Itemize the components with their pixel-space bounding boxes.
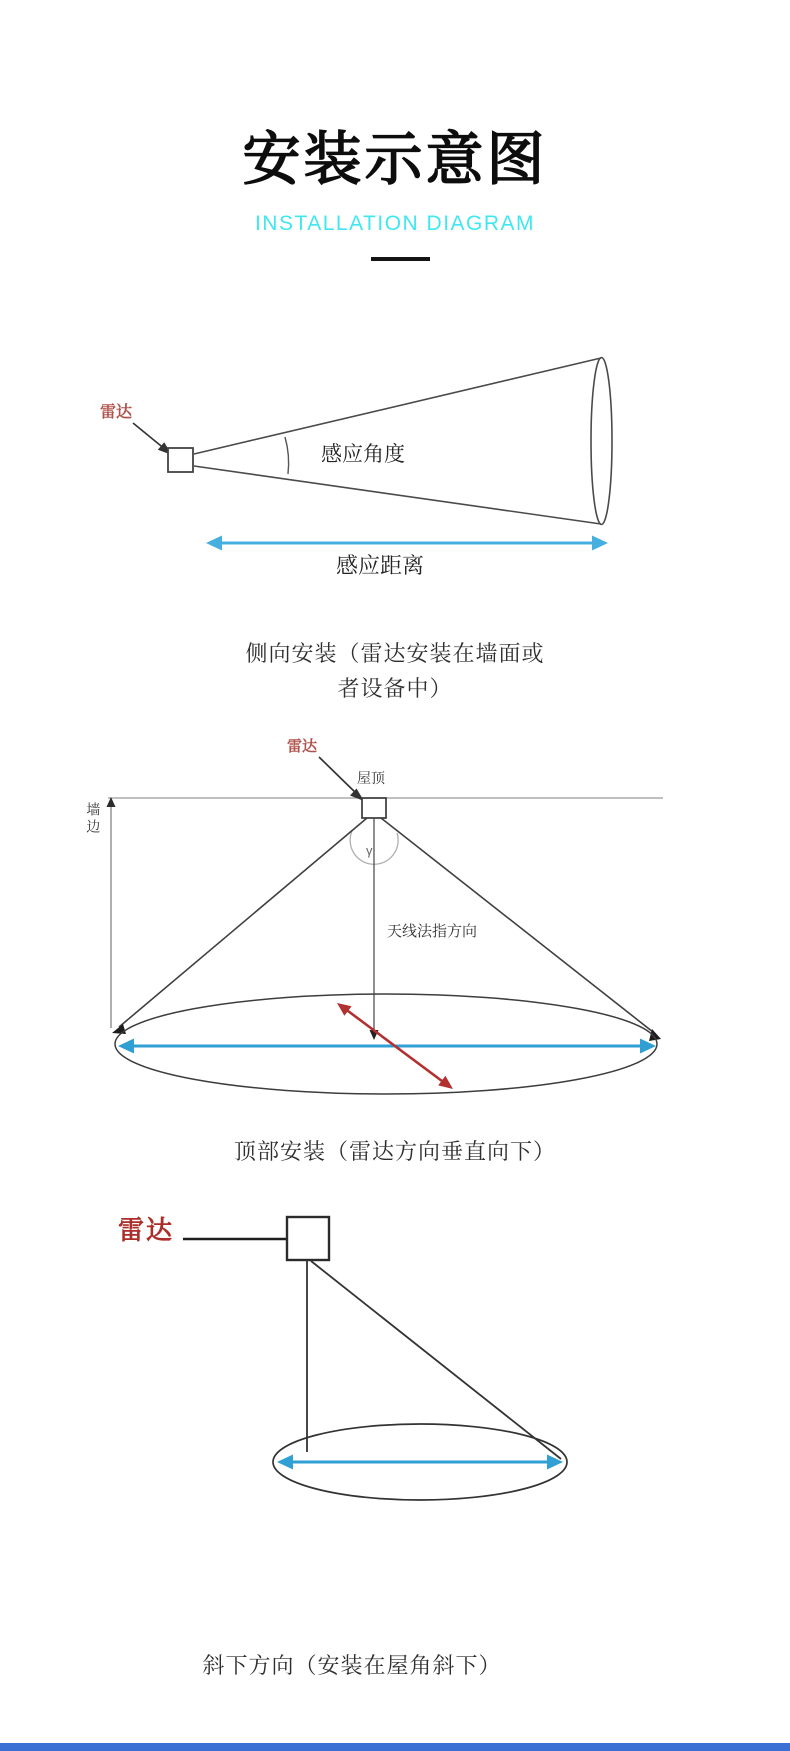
distance-arrowhead-left-icon bbox=[206, 536, 222, 551]
wall-edge-label: 墙边 bbox=[85, 802, 102, 836]
cone-upper-edge bbox=[194, 358, 601, 454]
cone-lower-edge bbox=[194, 466, 601, 524]
title-divider bbox=[371, 257, 430, 261]
radar-pointer-line bbox=[319, 757, 359, 796]
antenna-direction-label: 天线法指方向 bbox=[387, 923, 478, 940]
cross-arrowhead-top-icon bbox=[337, 1003, 352, 1016]
figure-corner-mount-diagram bbox=[80, 1205, 640, 1515]
radar-box bbox=[168, 448, 193, 472]
sensing-angle-arc bbox=[285, 437, 289, 474]
diameter-arrowhead-left-icon bbox=[277, 1455, 293, 1470]
radar-box bbox=[287, 1217, 329, 1260]
cross-arrowhead-bottom-icon bbox=[438, 1076, 453, 1089]
sensing-angle-label: 感应角度 bbox=[321, 443, 405, 466]
distance-arrowhead-right-icon bbox=[592, 536, 608, 551]
radar-label: 雷达 bbox=[100, 404, 133, 421]
figure-top-mount-diagram bbox=[80, 735, 680, 1105]
figure-side-mount-diagram bbox=[80, 290, 625, 590]
radar-label: 雷达 bbox=[118, 1215, 175, 1245]
bottom-section-bar bbox=[0, 1743, 790, 1751]
cone-base-ellipse bbox=[591, 358, 612, 525]
diameter-arrowhead-left-icon bbox=[118, 1039, 134, 1054]
radar-box bbox=[362, 798, 386, 818]
roof-label: 屋顶 bbox=[357, 770, 385, 786]
figure1-caption-line1: 侧向安装（雷达安装在墙面或 bbox=[245, 641, 545, 666]
sensing-distance-label: 感应距离 bbox=[336, 553, 425, 578]
cone-left-end-dot bbox=[112, 1024, 126, 1034]
beam-angle-symbol: γ bbox=[366, 843, 373, 858]
radar-label: 雷达 bbox=[287, 738, 318, 755]
page-subtitle: INSTALLATION DIAGRAM bbox=[254, 212, 536, 235]
page-title: 安装示意图 bbox=[242, 127, 548, 192]
figure3-caption: 斜下方向（安装在屋角斜下） bbox=[202, 1653, 502, 1678]
figure1-caption bbox=[0, 636, 790, 706]
diameter-arrowhead-right-icon bbox=[547, 1455, 563, 1470]
coverage-ellipse bbox=[115, 994, 657, 1094]
figure2-caption: 顶部安装（雷达方向垂直向下） bbox=[233, 1139, 556, 1164]
figure1-caption-line2: 者设备中） bbox=[337, 676, 453, 701]
